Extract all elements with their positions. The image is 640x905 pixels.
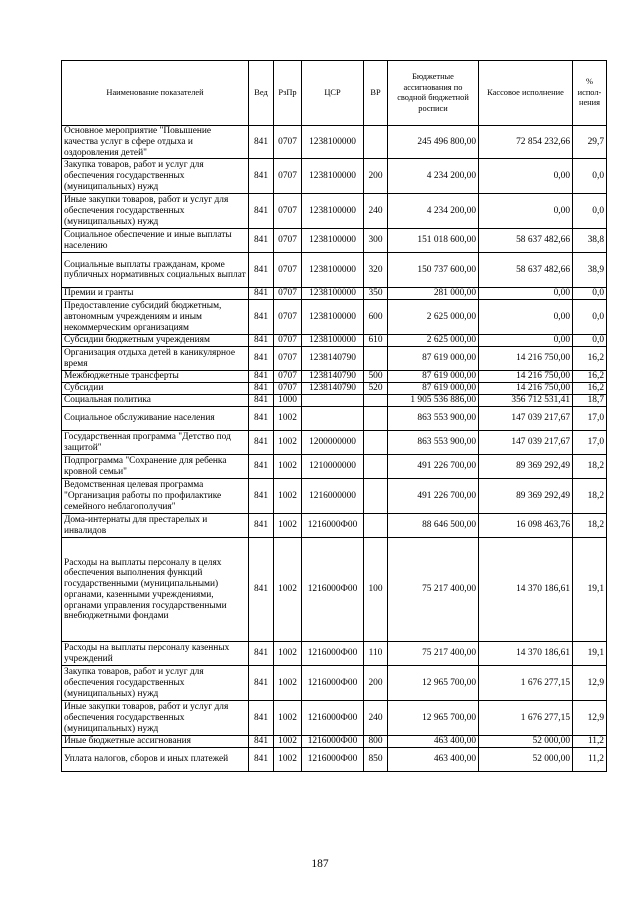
- cell-cash: 1 676 277,15: [479, 666, 573, 701]
- cell-name: Ведомственная целевая программа "Организация работы по профилактике семейного неблагополучия": [62, 479, 249, 514]
- table-row: [62, 288, 607, 300]
- table-row: [62, 514, 607, 538]
- cell-cash: 52 000,00: [479, 736, 573, 748]
- cell-budget: 1 905 536 886,00: [388, 395, 479, 407]
- table-row: [62, 371, 607, 383]
- cell-vr: 850: [364, 748, 388, 772]
- cell-csr: 1238100000: [302, 335, 364, 347]
- table-row: [62, 642, 607, 666]
- cell-vr: 500: [364, 371, 388, 383]
- cell-cash: 147 039 217,67: [479, 431, 573, 455]
- cell-cash: 0,00: [479, 300, 573, 335]
- cell-name: Расходы на выплаты персоналу в целях обеспечения выполнения функций государственными (муниципальными) органами, казенными учреждениями, органами управления государственными внебюджетными фондами: [62, 538, 249, 642]
- header-execution-percent: % испол-нения: [573, 61, 607, 126]
- cell-cash: 0,00: [479, 194, 573, 229]
- cell-cash: 14 370 186,61: [479, 642, 573, 666]
- table-row: [62, 479, 607, 514]
- cell-ved: 841: [249, 701, 274, 736]
- cell-cash: 16 098 463,76: [479, 514, 573, 538]
- cell-vr: [364, 347, 388, 371]
- table-row: [62, 383, 607, 395]
- cell-rzpr: 1002: [274, 642, 302, 666]
- table-row: [62, 748, 607, 772]
- cell-vr: [364, 514, 388, 538]
- cell-rzpr: 0707: [274, 159, 302, 194]
- cell-ved: 841: [249, 347, 274, 371]
- cell-cash: 72 854 232,66: [479, 126, 573, 159]
- cell-budget: 491 226 700,00: [388, 455, 479, 479]
- cell-name: Социальное обслуживание населения: [62, 407, 249, 431]
- cell-name: Государственная программа "Детство под защитой": [62, 431, 249, 455]
- cell-vr: [364, 407, 388, 431]
- cell-budget: 281 000,00: [388, 288, 479, 300]
- cell-rzpr: 1002: [274, 407, 302, 431]
- cell-ved: 841: [249, 229, 274, 253]
- cell-percent: 29,7: [573, 126, 607, 159]
- cell-percent: 38,9: [573, 253, 607, 288]
- cell-csr: 1238140790: [302, 371, 364, 383]
- cell-name: Иные бюджетные ассигнования: [62, 736, 249, 748]
- cell-budget: 2 625 000,00: [388, 335, 479, 347]
- table-row: [62, 347, 607, 371]
- cell-budget: 151 018 600,00: [388, 229, 479, 253]
- cell-vr: 320: [364, 253, 388, 288]
- cell-csr: 1238100000: [302, 126, 364, 159]
- cell-percent: 12,9: [573, 666, 607, 701]
- table-row: [62, 538, 607, 642]
- cell-budget: 87 619 000,00: [388, 371, 479, 383]
- table-row: [62, 666, 607, 701]
- cell-budget: 491 226 700,00: [388, 479, 479, 514]
- table-row: [62, 455, 607, 479]
- cell-percent: 0,0: [573, 300, 607, 335]
- cell-rzpr: 1002: [274, 748, 302, 772]
- cell-csr: 1216000Ф00: [302, 748, 364, 772]
- cell-name: Субсидии бюджетным учреждениям: [62, 335, 249, 347]
- cell-vr: 200: [364, 159, 388, 194]
- table-row: [62, 300, 607, 335]
- cell-budget: 4 234 200,00: [388, 194, 479, 229]
- cell-csr: 1210000000: [302, 455, 364, 479]
- cell-name: Предоставление субсидий бюджетным, автономным учреждениям и иным некоммерческим организациям: [62, 300, 249, 335]
- cell-cash: 58 637 482,66: [479, 229, 573, 253]
- cell-cash: 0,00: [479, 288, 573, 300]
- cell-csr: 1238140790: [302, 347, 364, 371]
- cell-vr: 350: [364, 288, 388, 300]
- cell-rzpr: 1002: [274, 455, 302, 479]
- cell-rzpr: 0707: [274, 300, 302, 335]
- cell-ved: 841: [249, 288, 274, 300]
- cell-percent: 19,1: [573, 642, 607, 666]
- cell-cash: 14 216 750,00: [479, 383, 573, 395]
- cell-name: Социальная политика: [62, 395, 249, 407]
- cell-csr: 1238100000: [302, 194, 364, 229]
- cell-budget: 463 400,00: [388, 736, 479, 748]
- cell-rzpr: 0707: [274, 288, 302, 300]
- cell-name: Подпрограмма "Сохранение для ребенка кровной семьи": [62, 455, 249, 479]
- cell-vr: 520: [364, 383, 388, 395]
- cell-ved: 841: [249, 335, 274, 347]
- cell-ved: 841: [249, 126, 274, 159]
- cell-vr: 610: [364, 335, 388, 347]
- cell-ved: 841: [249, 666, 274, 701]
- cell-name: Иные закупки товаров, работ и услуг для обеспечения государственных (муниципальных) нужд: [62, 701, 249, 736]
- cell-percent: 17,0: [573, 431, 607, 455]
- cell-budget: 87 619 000,00: [388, 383, 479, 395]
- cell-percent: 19,1: [573, 538, 607, 642]
- cell-budget: 2 625 000,00: [388, 300, 479, 335]
- cell-percent: 16,2: [573, 371, 607, 383]
- table-header-row: [62, 61, 607, 126]
- cell-name: Субсидии: [62, 383, 249, 395]
- cell-csr: [302, 395, 364, 407]
- header-cash-execution: Кассовое исполнение: [479, 61, 573, 126]
- cell-rzpr: 1002: [274, 514, 302, 538]
- cell-cash: 89 369 292,49: [479, 479, 573, 514]
- cell-name: Социальное обеспечение и иные выплаты населению: [62, 229, 249, 253]
- cell-rzpr: 1002: [274, 701, 302, 736]
- cell-cash: 14 216 750,00: [479, 347, 573, 371]
- cell-rzpr: 0707: [274, 383, 302, 395]
- cell-cash: 0,00: [479, 335, 573, 347]
- cell-name: Закупка товаров, работ и услуг для обеспечения государственных (муниципальных) нужд: [62, 159, 249, 194]
- cell-budget: 75 217 400,00: [388, 538, 479, 642]
- cell-ved: 841: [249, 395, 274, 407]
- cell-budget: 863 553 900,00: [388, 431, 479, 455]
- cell-name: Организация отдыха детей в каникулярное время: [62, 347, 249, 371]
- table-row: [62, 736, 607, 748]
- cell-percent: 16,2: [573, 383, 607, 395]
- cell-csr: 1238100000: [302, 288, 364, 300]
- cell-csr: 1238100000: [302, 253, 364, 288]
- cell-rzpr: 1002: [274, 736, 302, 748]
- cell-percent: 11,2: [573, 748, 607, 772]
- header-ved: Вед: [249, 61, 274, 126]
- table-row: [62, 194, 607, 229]
- cell-ved: 841: [249, 455, 274, 479]
- cell-ved: 841: [249, 642, 274, 666]
- cell-cash: 0,00: [479, 159, 573, 194]
- cell-percent: 0,0: [573, 159, 607, 194]
- cell-cash: 58 637 482,66: [479, 253, 573, 288]
- budget-execution-table: [61, 60, 607, 772]
- cell-csr: 1238100000: [302, 229, 364, 253]
- table-row: [62, 126, 607, 159]
- cell-vr: [364, 395, 388, 407]
- cell-rzpr: 0707: [274, 335, 302, 347]
- header-rzpr: РзПр: [274, 61, 302, 126]
- cell-vr: 110: [364, 642, 388, 666]
- table-row: [62, 395, 607, 407]
- page-number: 187: [311, 858, 329, 870]
- table-row: [62, 431, 607, 455]
- cell-csr: 1216000000: [302, 479, 364, 514]
- cell-budget: 4 234 200,00: [388, 159, 479, 194]
- cell-ved: 841: [249, 514, 274, 538]
- cell-csr: 1238140790: [302, 383, 364, 395]
- cell-ved: 841: [249, 194, 274, 229]
- cell-ved: 841: [249, 431, 274, 455]
- cell-budget: 245 496 800,00: [388, 126, 479, 159]
- cell-cash: 89 369 292,49: [479, 455, 573, 479]
- cell-ved: 841: [249, 736, 274, 748]
- cell-rzpr: 1002: [274, 479, 302, 514]
- cell-vr: [364, 455, 388, 479]
- cell-rzpr: 0707: [274, 371, 302, 383]
- cell-name: Премии и гранты: [62, 288, 249, 300]
- cell-percent: 12,9: [573, 701, 607, 736]
- cell-percent: 16,2: [573, 347, 607, 371]
- cell-vr: 240: [364, 194, 388, 229]
- table-row: [62, 253, 607, 288]
- table-row: [62, 335, 607, 347]
- cell-csr: 1216000Ф00: [302, 514, 364, 538]
- header-csr: ЦСР: [302, 61, 364, 126]
- cell-cash: 356 712 531,41: [479, 395, 573, 407]
- cell-budget: 150 737 600,00: [388, 253, 479, 288]
- cell-name: Уплата налогов, сборов и иных платежей: [62, 748, 249, 772]
- cell-rzpr: 0707: [274, 126, 302, 159]
- cell-csr: 1216000Ф00: [302, 666, 364, 701]
- cell-csr: 1238100000: [302, 159, 364, 194]
- cell-vr: 100: [364, 538, 388, 642]
- header-name: Наименование показателей: [62, 61, 249, 126]
- table-row: [62, 159, 607, 194]
- cell-cash: 1 676 277,15: [479, 701, 573, 736]
- cell-name: Расходы на выплаты персоналу казенных учреждений: [62, 642, 249, 666]
- cell-rzpr: 0707: [274, 229, 302, 253]
- cell-rzpr: 1002: [274, 538, 302, 642]
- cell-vr: 800: [364, 736, 388, 748]
- cell-percent: 38,8: [573, 229, 607, 253]
- cell-vr: 200: [364, 666, 388, 701]
- cell-percent: 18,7: [573, 395, 607, 407]
- cell-percent: 18,2: [573, 514, 607, 538]
- cell-csr: 1200000000: [302, 431, 364, 455]
- cell-percent: 18,2: [573, 479, 607, 514]
- cell-vr: [364, 126, 388, 159]
- header-budget-allocations: Бюджетные ассигнования по сводной бюджетной росписи: [388, 61, 479, 126]
- table-row: [62, 407, 607, 431]
- cell-csr: 1216000Ф00: [302, 642, 364, 666]
- cell-ved: 841: [249, 253, 274, 288]
- table-row: [62, 229, 607, 253]
- cell-csr: 1216000Ф00: [302, 736, 364, 748]
- cell-percent: 11,2: [573, 736, 607, 748]
- cell-ved: 841: [249, 748, 274, 772]
- cell-name: Межбюджетные трансферты: [62, 371, 249, 383]
- table-row: [62, 701, 607, 736]
- header-vr: ВР: [364, 61, 388, 126]
- cell-vr: [364, 431, 388, 455]
- cell-cash: 14 370 186,61: [479, 538, 573, 642]
- cell-percent: 0,0: [573, 288, 607, 300]
- cell-ved: 841: [249, 371, 274, 383]
- cell-percent: 17,0: [573, 407, 607, 431]
- cell-budget: 12 965 700,00: [388, 701, 479, 736]
- cell-vr: 600: [364, 300, 388, 335]
- cell-cash: 52 000,00: [479, 748, 573, 772]
- cell-name: Социальные выплаты гражданам, кроме публичных нормативных социальных выплат: [62, 253, 249, 288]
- cell-budget: 75 217 400,00: [388, 642, 479, 666]
- cell-budget: 88 646 500,00: [388, 514, 479, 538]
- cell-name: Дома-интернаты для престарелых и инвалидов: [62, 514, 249, 538]
- cell-rzpr: 0707: [274, 253, 302, 288]
- cell-percent: 18,2: [573, 455, 607, 479]
- cell-percent: 0,0: [573, 194, 607, 229]
- cell-csr: 1238100000: [302, 300, 364, 335]
- cell-name: Основное мероприятие "Повышение качества услуг в сфере отдыха и оздоровления детей": [62, 126, 249, 159]
- cell-ved: 841: [249, 538, 274, 642]
- cell-rzpr: 1002: [274, 666, 302, 701]
- cell-budget: 863 553 900,00: [388, 407, 479, 431]
- cell-name: Закупка товаров, работ и услуг для обеспечения государственных (муниципальных) нужд: [62, 666, 249, 701]
- cell-ved: 841: [249, 159, 274, 194]
- cell-ved: 841: [249, 300, 274, 335]
- cell-vr: 300: [364, 229, 388, 253]
- cell-rzpr: 0707: [274, 194, 302, 229]
- cell-name: Иные закупки товаров, работ и услуг для обеспечения государственных (муниципальных) нужд: [62, 194, 249, 229]
- cell-vr: [364, 479, 388, 514]
- cell-ved: 841: [249, 383, 274, 395]
- cell-cash: 14 216 750,00: [479, 371, 573, 383]
- cell-csr: 1216000Ф00: [302, 538, 364, 642]
- cell-budget: 87 619 000,00: [388, 347, 479, 371]
- cell-budget: 463 400,00: [388, 748, 479, 772]
- cell-budget: 12 965 700,00: [388, 666, 479, 701]
- cell-cash: 147 039 217,67: [479, 407, 573, 431]
- cell-csr: 1216000Ф00: [302, 701, 364, 736]
- cell-vr: 240: [364, 701, 388, 736]
- cell-ved: 841: [249, 407, 274, 431]
- cell-percent: 0,0: [573, 335, 607, 347]
- cell-rzpr: 1002: [274, 431, 302, 455]
- cell-csr: [302, 407, 364, 431]
- cell-ved: 841: [249, 479, 274, 514]
- cell-rzpr: 0707: [274, 347, 302, 371]
- cell-rzpr: 1000: [274, 395, 302, 407]
